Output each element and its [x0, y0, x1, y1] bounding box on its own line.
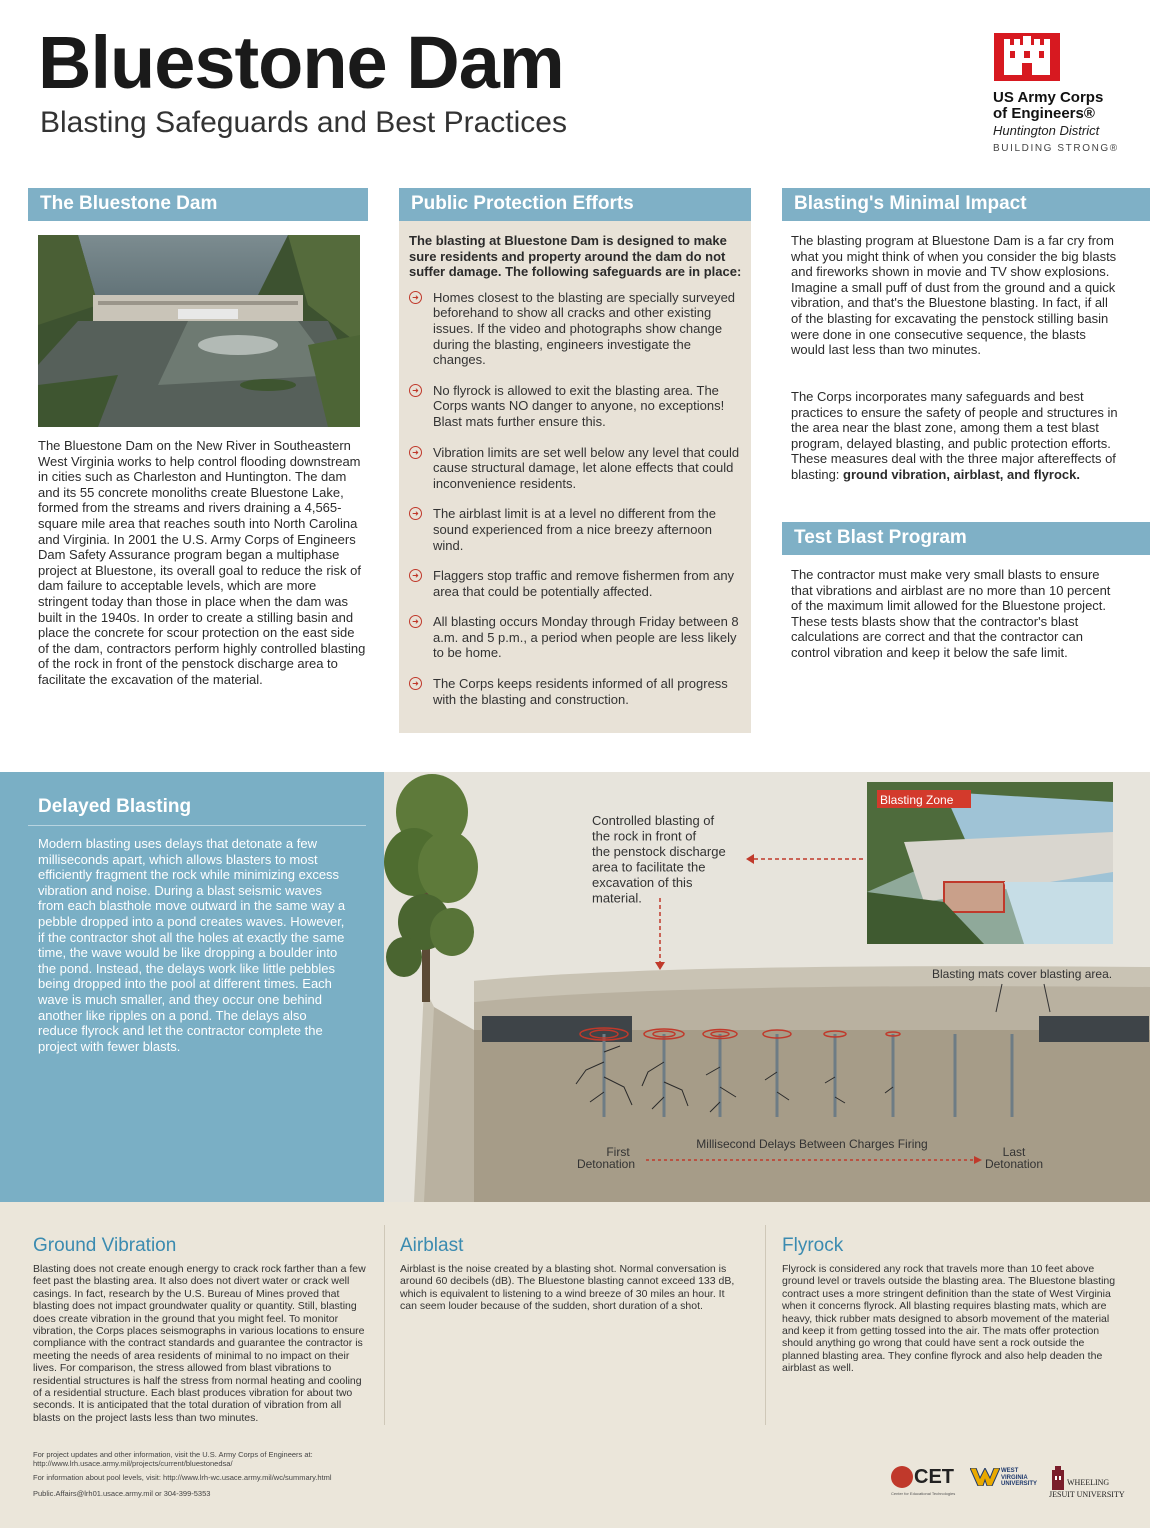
protection-item: ➜ Vibration limits are set well below any level that could cause structural damage, let alone effects that could inconvenience residents.: [409, 445, 743, 492]
arrow-circle-icon: ➜: [409, 446, 422, 459]
arrow-circle-icon: ➜: [409, 291, 422, 304]
logo-line-3: Huntington District: [993, 123, 1100, 138]
protection-content: [409, 233, 743, 722]
airblast-heading: Airblast: [400, 1235, 464, 1256]
delayed-heading: Delayed Blasting: [38, 796, 192, 817]
delayed-divider: [28, 825, 366, 826]
wvu-icon: [970, 1468, 1000, 1486]
protection-heading: Public Protection Efforts: [399, 188, 751, 221]
wju-logo: WHEELING: [1067, 1478, 1110, 1487]
column-divider: [765, 1225, 766, 1425]
blasting-diagram: [384, 772, 1150, 1202]
protection-item: ➜ Homes closest to the blasting are specially surveyed beforehand to show all cracks and other existing issues. If the video and photographs show change during the blasting, engineers investigate the changes.: [409, 290, 743, 368]
footer-line-1: For project updates and other information, visit the U.S. Army Corps of Engineers at:: [33, 1450, 313, 1459]
delays-label: Millisecond Delays Between Charges Firing: [696, 1137, 928, 1151]
dam-photo: [38, 235, 360, 427]
cet-logo: CET: [914, 1466, 954, 1488]
delayed-text: Modern blasting uses delays that detonate a few milliseconds apart, which allows blasters to most efficiently fragment the rock while minimizing excess vibration and noise. During a blast seismic waves from each blasthole move outward in the same way a pebble dropped into a pond creates waves. However, if the contractor shot all the holes at exactly the same time, the wave would be like dropping a boulder into the pond. Instead, the delays work like little pebbles being dropped into the pool at different times. Each wave is much smaller, and they occur one behind another like ripples on a pond. The delays also reduce flyrock and let the contractor complete the project with fewer blasts.: [38, 836, 346, 1054]
column-divider: [384, 1225, 385, 1425]
protection-item: ➜ The airblast limit is at a level no different from the sound experienced from a nice breezy afternoon wind.: [409, 506, 743, 553]
protection-item: ➜ All blasting occurs Monday through Friday between 8 a.m. and 5 p.m., a period when people are less likely to be home.: [409, 614, 743, 661]
flyrock-text: Flyrock is considered any rock that travels more than 10 feet above ground level or travels outside the blasting area. The Bluestone blasting contract uses a more stringent definition than the state of West Virginia when it concerns flyrock. All blasting requires blasting mats, which are heavy, thick rubber mats designed to absorb movement of the material and keep it from getting tossed into the air. The mats offer protection should anything go wrong that could have sent a rock outside the planned blasting area. They confine flyrock and also help deaden the airblast as well.: [782, 1263, 1116, 1375]
wju-logo-line-2: JESUIT UNIVERSITY: [1049, 1490, 1125, 1499]
castle-icon: [994, 33, 1060, 81]
cet-subtitle: Center for Educational Technologies: [891, 1491, 956, 1496]
logo-line-2: of Engineers®: [993, 105, 1095, 122]
first-label-2: Detonation: [576, 1157, 636, 1171]
footer-contact[interactable]: Public.Affairs@lrh01.usace.army.mil or 304-399-5353: [33, 1489, 211, 1498]
arrow-circle-icon: ➜: [409, 677, 422, 690]
impact-text-1: The blasting program at Bluestone Dam is a far cry from what you might think of when you consider the big blasts and fireworks shown in movie and TV show explosions. Imagine a small puff of dust from the ground and a quick vibration, and that's the Bluestone blasting. In fact, if all of the blasting for excavating the penstock stilling basin were done in one consecutive sequence, the blasts would last less than two minutes.: [791, 233, 1117, 358]
apple-icon: [891, 1466, 913, 1488]
ground-text: Blasting does not create enough energy to crack rock farther than a few feet past the blasting area. It also does not divert water or crack well casings. In fact, research by the U.S. Bureau of Mines proved that blasting does not impact groundwater quality or quantity. Still, blasting does create vibration in the ground that you might feel. To monitor vibration, the Corps places seismographs in various locations to ensure compliance with the contract standards and guarantee the contractor is meeting the needs of area residents of minimal to no impact on their lives. For comparison, the stress allowed from blast vibrations to residential structures is half the stress from normal heating and cooling of a residential structure. Each blast produces vibration for about two seconds. It is anticipated that the total duration of vibration from all blasts on the project lasts less than two minutes.: [33, 1263, 366, 1424]
protection-intro: The blasting at Bluestone Dam is designed to make sure residents and property around the dam do not suffer damage. The following safeguards are in place:: [409, 233, 742, 280]
bluestone-text: The Bluestone Dam on the New River in Southeastern West Virginia works to help control flooding downstream in cities such as Charleston and Huntington. The dam and its 55 concrete monoliths create Bluestone Lake, formed from the streams and rivers draining a 4,565-square mile area that reaches south into North Carolina and Virginia. In 2001 the U.S. Army Corps of Engineers Dam Safety Assurance program began a multiphase project at Bluestone, its overall goal to reduce the risk of dam failure to acceptable levels, which are more stringent today than those in place when the dam was built in the 1940s. In order to create a stilling basin and place the concrete for scour protection on the east side of the dam, contractors perform highly controlled blasting of the rock in front of the penstock discharge area to facilitate the excavation of the material.: [38, 438, 366, 687]
footer-line-3[interactable]: For information about pool levels, visit: http://www.lrh-wc.usace.army.mil/wc/summary.html: [33, 1473, 332, 1482]
arrow-circle-icon: ➜: [409, 615, 422, 628]
airblast-text: Airblast is the noise created by a blasting shot. Normal conversation is around 60 decibels (dB). The Bluestone blasting cannot exceed 133 dB, which is equivalent to listening to a wind breeze of 30 miles an hour. It can seem louder because of the sudden, short duration of a shot.: [400, 1263, 735, 1313]
arrow-circle-icon: ➜: [409, 507, 422, 520]
page-title: Bluestone Dam: [38, 21, 564, 104]
impact-text-2: The Corps incorporates many safeguards and best practices to ensure the safety of people and structures in the area near the blast zone, among them a test blast program, delayed blasting, and public protection efforts. These measures deal with the three major aftereffects of blasting: ground vibration, airblast, and flyrock.: [791, 389, 1118, 482]
logo-line-4: BUILDING STRONG®: [993, 143, 1119, 154]
protection-item: ➜ The Corps keeps residents informed of all progress with the blasting and construction.: [409, 676, 743, 707]
arrow-circle-icon: ➜: [409, 384, 422, 397]
callout-label: Controlled blasting of the rock in front of the penstock discharge area to facilitate the excavation of this material.: [592, 813, 726, 906]
blasting-zone-label: Blasting Zone: [880, 793, 954, 807]
bluestone-heading: The Bluestone Dam: [28, 188, 368, 221]
footer-link-1[interactable]: http://www.lrh.usace.army.mil/projects/current/bluestonedsa/: [33, 1459, 233, 1468]
last-label-1: Last: [1002, 1145, 1026, 1159]
wju-tower-icon: [1050, 1466, 1066, 1490]
usace-logo: [994, 33, 1060, 81]
mats-label: Blasting mats cover blasting area.: [932, 967, 1113, 981]
last-label-2: Detonation: [984, 1157, 1044, 1171]
test-text: The contractor must make very small blasts to ensure that vibrations and airblast are no more than 10 percent of the maximum limit allowed for the Bluestone project. These tests blasts show that the contractor's blast calculations are correct and that the contractor can control vibration and keep it below the safe limit.: [791, 567, 1111, 660]
first-label-1: First: [606, 1145, 630, 1159]
wvu-logo: WEST VIRGINIA UNIVERSITY: [1001, 1468, 1038, 1487]
flyrock-heading: Flyrock: [782, 1235, 844, 1256]
impact-heading: Blasting's Minimal Impact: [782, 188, 1150, 221]
blasting-mat-right: [1039, 1016, 1149, 1042]
protection-item: ➜ No flyrock is allowed to exit the blasting area. The Corps wants NO danger to anyone, no exceptions! Blast mats further ensure this.: [409, 383, 743, 430]
ground-heading: Ground Vibration: [33, 1235, 177, 1256]
page-subtitle: Blasting Safeguards and Best Practices: [40, 106, 567, 139]
logo-line-1: US Army Corps: [993, 89, 1104, 106]
protection-item: ➜ Flaggers stop traffic and remove fishermen from any area that could be potentially affected.: [409, 568, 743, 599]
arrow-circle-icon: ➜: [409, 569, 422, 582]
test-heading: Test Blast Program: [782, 522, 1150, 555]
